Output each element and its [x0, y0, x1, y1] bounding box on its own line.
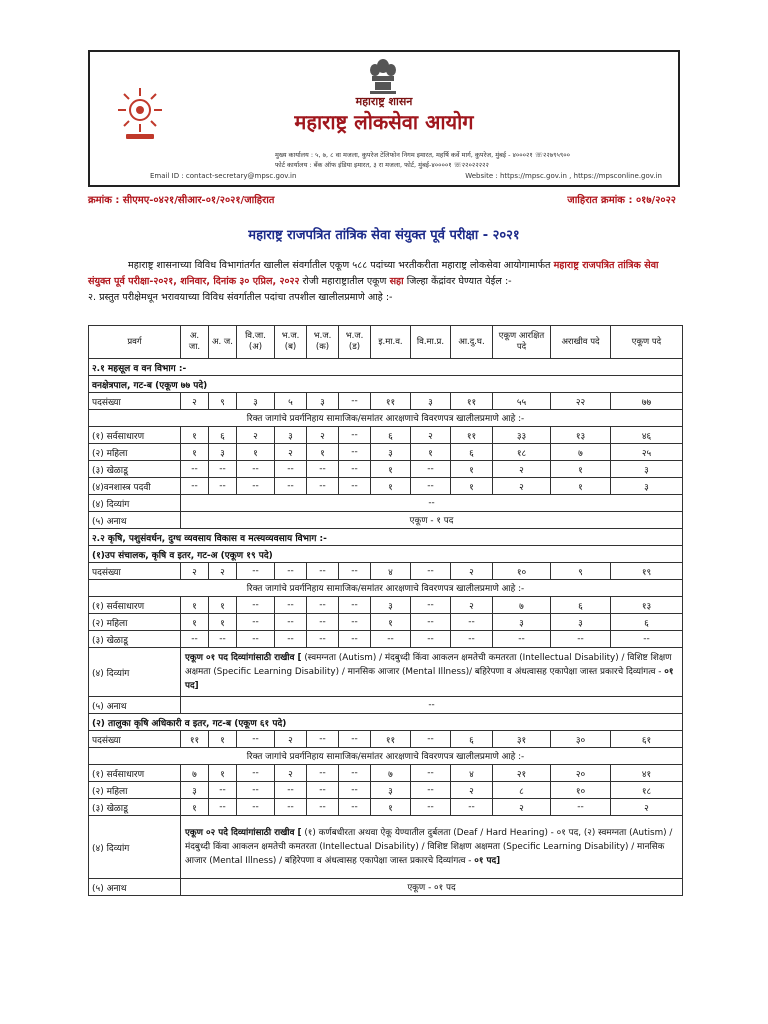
row-label: (१) सर्वसाधारण	[89, 765, 181, 782]
table-cell: २	[237, 427, 275, 444]
table-cell: --	[307, 563, 339, 580]
table-cell: ७७	[611, 393, 683, 410]
table-cell: २	[275, 765, 307, 782]
table-row	[89, 376, 683, 393]
table-cell: --	[371, 631, 411, 648]
table-cell: ३	[611, 478, 683, 495]
table-row	[89, 714, 683, 731]
table-cell: ३	[237, 393, 275, 410]
table-cell: --	[411, 614, 451, 631]
table-cell: १	[551, 478, 611, 495]
table-cell: --	[411, 563, 451, 580]
table-cell: ३	[371, 444, 411, 461]
table-cell: १८	[493, 444, 551, 461]
table-header-row	[89, 326, 683, 359]
government-name: महाराष्ट्र शासन	[355, 95, 413, 108]
table-cell: --	[237, 731, 275, 748]
table-cell: १	[181, 799, 209, 816]
table-cell: ११	[451, 427, 493, 444]
row-value: --	[181, 697, 683, 714]
table-cell: ३	[611, 461, 683, 478]
table-cell: --	[411, 731, 451, 748]
table-row	[89, 748, 683, 765]
table-cell: --	[237, 765, 275, 782]
table-row	[89, 731, 683, 748]
note-cell: रिक्त जागांचे प्रवर्गनिहाय सामाजिक/समांतर आरक्षणाचे विवरणपत्र खालीलप्रमाणे आहे :-	[89, 580, 683, 597]
row-label: (४) दिव्यांग	[89, 495, 181, 512]
table-cell: २	[451, 782, 493, 799]
table-cell: १	[551, 461, 611, 478]
advertisement-number: जाहिरात क्रमांक : ०१७/२०२२	[567, 195, 676, 206]
page-title: महाराष्ट्र राजपत्रित तांत्रिक सेवा संयुक्त पूर्व परीक्षा - २०२१	[248, 228, 520, 243]
table-cell: १	[181, 444, 209, 461]
row-label: (५) अनाथ	[89, 697, 181, 714]
table-cell: ७	[371, 765, 411, 782]
intro-paragraph	[88, 258, 680, 290]
table-cell: ५	[275, 393, 307, 410]
table-cell: ११	[451, 393, 493, 410]
table-cell: --	[451, 614, 493, 631]
table-cell: २	[611, 799, 683, 816]
section-heading: (२) तालुका कृषि अधिकारी व इतर, गट-ब (एकूण ६१ पदे)	[89, 714, 683, 731]
table-cell: --	[339, 427, 371, 444]
table-cell: १०	[493, 563, 551, 580]
table-row	[89, 648, 683, 697]
table-cell: --	[611, 631, 683, 648]
ashoka-emblem-icon	[366, 56, 400, 96]
row-value: एकूण - ०१ पद	[181, 879, 683, 896]
table-cell: १३	[611, 597, 683, 614]
divyang-count: ०१ पद]	[474, 856, 501, 866]
table-cell: ९	[209, 393, 237, 410]
table-cell: २२	[551, 393, 611, 410]
table-cell: --	[237, 461, 275, 478]
table-cell: --	[275, 631, 307, 648]
table-cell: ४१	[611, 765, 683, 782]
table-cell: --	[307, 765, 339, 782]
table-cell: --	[181, 631, 209, 648]
main-office-address: मुख्य कार्यालय : ५, ७, ८ वा मजला, कुपरेज टेलिफोन निगम इमारत, महर्षि कर्वे मार्ग, कुपरेज, मुंबई - ४०००२१ ☏२२७९५९००	[275, 151, 571, 159]
table-cell: --	[339, 614, 371, 631]
table-cell: --	[209, 799, 237, 816]
table-cell: १	[451, 478, 493, 495]
table-cell: ३	[181, 782, 209, 799]
divyang-categories: (१) कर्णबधीरता अथवा ऐकू येण्यातील दुर्बलता (Deaf / Hard Hearing) - ०१ पद, (२) स्वमग्नता (Autism) / मंदबुध्दी किंवा आकलन क्षमतेची कमतरता (Intellectual Disability) / विशिष्ट शिक्षण अक्षमता (Specific Learning Disability) / मानसिक आजार (Mental Illness) / बहिरेपणा व अंधत्वासह एकापेक्षा जास्त प्रकारचे दिव्यांगत्व -	[185, 828, 673, 866]
table-cell: --	[237, 478, 275, 495]
table-cell: --	[551, 799, 611, 816]
column-header: भ.ज. (क)	[307, 326, 339, 359]
table-cell: १	[209, 765, 237, 782]
column-header: एकूण पदे	[611, 326, 683, 359]
table-cell: २०	[551, 765, 611, 782]
intro-text-2: रोजी महाराष्ट्रातील एकूण	[302, 276, 387, 287]
column-header: आ.दु.घ.	[451, 326, 493, 359]
table-cell: २	[493, 461, 551, 478]
table-cell: --	[339, 563, 371, 580]
table-cell: --	[339, 393, 371, 410]
table-cell: --	[307, 461, 339, 478]
table-cell: ३०	[551, 731, 611, 748]
table-cell: १	[181, 597, 209, 614]
table-row	[89, 529, 683, 546]
table-cell: --	[339, 782, 371, 799]
table-cell: --	[307, 631, 339, 648]
table-cell: --	[451, 799, 493, 816]
row-label: (३) खेळाडू	[89, 461, 181, 478]
table-cell: --	[307, 782, 339, 799]
table-cell: ४६	[611, 427, 683, 444]
table-row	[89, 410, 683, 427]
row-label: (३) खेळाडू	[89, 631, 181, 648]
table-cell: ३	[371, 782, 411, 799]
table-cell: ३	[411, 393, 451, 410]
table-cell: ११	[371, 731, 411, 748]
table-cell: --	[411, 782, 451, 799]
table-cell: २	[209, 563, 237, 580]
table-cell: --	[339, 765, 371, 782]
table-cell: --	[237, 614, 275, 631]
table-cell: --	[339, 478, 371, 495]
table-cell: ६	[371, 427, 411, 444]
reference-number: क्रमांक : सीएमए-०४२१/सीआर-०१/२०२१/जाहिरात	[88, 195, 275, 206]
section-heading: वनक्षेत्रपाल, गट-ब (एकूण ७७ पदे)	[89, 376, 683, 393]
table-cell: ३३	[493, 427, 551, 444]
table-cell: २	[451, 597, 493, 614]
table-cell: १०	[551, 782, 611, 799]
table-row	[89, 631, 683, 648]
center-count: सहा	[389, 276, 404, 287]
table-cell: --	[339, 799, 371, 816]
row-label: (४) दिव्यांग	[89, 816, 181, 879]
commission-name: महाराष्ट्र लोकसेवा आयोग	[294, 110, 474, 134]
row-label: (४) दिव्यांग	[89, 648, 181, 697]
table-cell: ८	[493, 782, 551, 799]
note-cell: रिक्त जागांचे प्रवर्गनिहाय सामाजिक/समांतर आरक्षणाचे विवरणपत्र खालीलप्रमाणे आहे :-	[89, 410, 683, 427]
table-cell: --	[307, 478, 339, 495]
table-cell: १	[371, 799, 411, 816]
table-cell: --	[275, 782, 307, 799]
divyang-reservation-detail	[181, 648, 683, 697]
table-cell: --	[275, 478, 307, 495]
row-value: एकूण - १ पद	[181, 512, 683, 529]
table-cell: --	[411, 461, 451, 478]
table-cell: २	[411, 427, 451, 444]
column-header: भ.ज. (ब)	[275, 326, 307, 359]
table-cell: १	[181, 427, 209, 444]
table-cell: १८	[611, 782, 683, 799]
table-cell: २५	[611, 444, 683, 461]
table-cell: १	[209, 731, 237, 748]
table-cell: --	[237, 799, 275, 816]
row-label: (१) सर्वसाधारण	[89, 597, 181, 614]
column-header: प्रवर्ग	[89, 326, 181, 359]
table-cell: --	[209, 478, 237, 495]
table-cell: --	[237, 563, 275, 580]
table-cell: --	[411, 631, 451, 648]
divyang-reservation-detail	[181, 816, 683, 879]
table-row	[89, 782, 683, 799]
table-cell: ६	[209, 427, 237, 444]
table-cell: --	[181, 461, 209, 478]
row-label: (२) महिला	[89, 444, 181, 461]
table-cell: --	[339, 444, 371, 461]
table-cell: --	[493, 631, 551, 648]
table-row	[89, 580, 683, 597]
table-cell: --	[411, 597, 451, 614]
row-label: (५) अनाथ	[89, 512, 181, 529]
exam-name-date: महाराष्ट्र राजपत्रित तांत्रिक सेवा संयुक्त पूर्व परीक्षा-२०२१, शनिवार, दिनांक ३० एप्रिल, २०२२	[88, 260, 659, 287]
table-cell: ३१	[493, 731, 551, 748]
table-cell: १	[237, 444, 275, 461]
table-cell: २	[451, 563, 493, 580]
column-header: अराखीव पदे	[551, 326, 611, 359]
row-label: (२) महिला	[89, 614, 181, 631]
table-cell: २	[181, 563, 209, 580]
table-cell: --	[411, 765, 451, 782]
table-cell: २	[181, 393, 209, 410]
table-cell: १	[307, 444, 339, 461]
table-cell: --	[307, 614, 339, 631]
table-cell: --	[339, 731, 371, 748]
table-row	[89, 461, 683, 478]
table-cell: ७	[493, 597, 551, 614]
row-label: (५) अनाथ	[89, 879, 181, 896]
column-header: अ. जा.	[181, 326, 209, 359]
table-cell: ५५	[493, 393, 551, 410]
table-cell: २	[275, 444, 307, 461]
table-cell: --	[411, 478, 451, 495]
table-cell: --	[237, 597, 275, 614]
row-label: (३) खेळाडू	[89, 799, 181, 816]
table-cell: १३	[551, 427, 611, 444]
table-row	[89, 393, 683, 410]
table-cell: --	[209, 631, 237, 648]
letterhead	[88, 50, 680, 187]
table-cell: १	[209, 614, 237, 631]
table-cell: ७	[551, 444, 611, 461]
row-label: पदसंख्या	[89, 393, 181, 410]
table-cell: ३	[551, 614, 611, 631]
table-cell: २१	[493, 765, 551, 782]
table-cell: १	[209, 597, 237, 614]
table-cell: --	[209, 461, 237, 478]
table-cell: ६	[611, 614, 683, 631]
table-row	[89, 495, 683, 512]
divyang-categories: (स्वमग्नता (Autism) / मंदबुध्दी किंवा आकलन क्षमतेची कमतरता (Intellectual Disability) / विशिष्ट शिक्षण अक्षमता (Specific Learning Disability) / मानसिक आजार (Mental Illness)/ बहिरेपणा व अंधत्वासह एकापेक्षा जास्त प्रकारचे दिव्यांगत्व -	[185, 653, 672, 677]
table-row	[89, 444, 683, 461]
column-header: वि.जा. (अ)	[237, 326, 275, 359]
table-cell: १	[181, 614, 209, 631]
website: Website : https://mpsc.gov.in , https://mpsconline.gov.in	[465, 172, 662, 180]
table-cell: --	[307, 799, 339, 816]
table-cell: ३	[209, 444, 237, 461]
table-cell: --	[181, 478, 209, 495]
table-cell: ११	[181, 731, 209, 748]
table-row	[89, 546, 683, 563]
table-cell: --	[339, 461, 371, 478]
table-cell: --	[275, 563, 307, 580]
intro-text-3: जिल्हा केंद्रांवर घेण्यात येईल :-	[406, 276, 512, 287]
table-cell: ११	[371, 393, 411, 410]
table-cell: १	[451, 461, 493, 478]
email-id: Email ID : contact-secretary@mpsc.gov.in	[150, 172, 297, 180]
section-2-intro: २. प्रस्तुत परीक्षेमधून भरावयाच्या विविध संवर्गातील पदांचा तपशील खालीलप्रमाणे आहे :-	[88, 292, 393, 303]
table-cell: ३	[493, 614, 551, 631]
table-row	[89, 879, 683, 896]
table-cell: ४	[451, 765, 493, 782]
posts-table	[88, 325, 683, 896]
table-cell: --	[339, 631, 371, 648]
table-cell: २	[307, 427, 339, 444]
column-header: अ. ज.	[209, 326, 237, 359]
table-cell: १	[371, 478, 411, 495]
table-cell: --	[339, 597, 371, 614]
column-header: भ.ज. (ड)	[339, 326, 371, 359]
table-cell: ६	[451, 444, 493, 461]
table-row	[89, 359, 683, 376]
row-value: --	[181, 495, 683, 512]
section-heading: (१)उप संचालक, कृषि व इतर, गट-अ (एकूण १९ पदे)	[89, 546, 683, 563]
row-label: (२) महिला	[89, 782, 181, 799]
column-header: एकूण आरक्षित पदे	[493, 326, 551, 359]
table-row	[89, 697, 683, 714]
table-cell: २	[493, 478, 551, 495]
table-cell: ६	[551, 597, 611, 614]
table-row	[89, 816, 683, 879]
divyang-total: एकूण ०१ पद दिव्यांगांसाठी राखीव [	[185, 653, 302, 663]
table-cell: --	[237, 782, 275, 799]
table-cell: १	[371, 461, 411, 478]
divyang-total: एकूण ०२ पदे दिव्यांगांसाठी राखीव [	[185, 828, 302, 838]
column-header: वि.मा.प्र.	[411, 326, 451, 359]
section-heading: २.२ कृषि, पशुसंवर्धन, दुग्ध व्यवसाय विकास व मत्स्यव्यवसाय विभाग :-	[89, 529, 683, 546]
table-row	[89, 512, 683, 529]
table-cell: १	[411, 444, 451, 461]
row-label: (४)वनशास्त्र पदवी	[89, 478, 181, 495]
note-cell: रिक्त जागांचे प्रवर्गनिहाय सामाजिक/समांतर आरक्षणाचे विवरणपत्र खालीलप्रमाणे आहे :-	[89, 748, 683, 765]
table-cell: --	[307, 597, 339, 614]
table-cell: ७	[181, 765, 209, 782]
table-row	[89, 614, 683, 631]
table-cell: --	[411, 799, 451, 816]
table-cell: --	[275, 799, 307, 816]
table-cell: ६	[451, 731, 493, 748]
table-cell: --	[307, 731, 339, 748]
table-cell: ६१	[611, 731, 683, 748]
table-cell: ३	[371, 597, 411, 614]
table-row	[89, 427, 683, 444]
table-cell: --	[237, 631, 275, 648]
row-label: (१) सर्वसाधारण	[89, 427, 181, 444]
section-heading: २.१ महसूल व वन विभाग :-	[89, 359, 683, 376]
table-row	[89, 799, 683, 816]
table-cell: --	[275, 614, 307, 631]
column-header: इ.मा.व.	[371, 326, 411, 359]
table-cell: १	[371, 614, 411, 631]
table-cell: --	[275, 461, 307, 478]
divyang-count: ०१ पद]	[185, 667, 674, 691]
row-label: पदसंख्या	[89, 563, 181, 580]
table-cell: ९	[551, 563, 611, 580]
table-cell: --	[209, 782, 237, 799]
table-cell: १९	[611, 563, 683, 580]
table-row	[89, 597, 683, 614]
intro-text: महाराष्ट्र शासनाच्या विविध विभागांतर्गत खालील संवर्गातील एकूण ५८८ पदांच्या भरतीकरीता महाराष्ट्र लोकसेवा आयोगामार्फत	[128, 260, 551, 271]
table-cell: २	[493, 799, 551, 816]
table-cell: --	[275, 597, 307, 614]
table-cell: --	[551, 631, 611, 648]
table-row	[89, 765, 683, 782]
table-cell: ३	[307, 393, 339, 410]
table-row	[89, 563, 683, 580]
table-cell: ३	[275, 427, 307, 444]
table-cell: --	[451, 631, 493, 648]
row-label: पदसंख्या	[89, 731, 181, 748]
fort-office-address: फोर्ट कार्यालय : बँक ऑफ इंडिया इमारत, ३ रा मजला, फोर्ट, मुंबई-४००००१ ☏२२०२२२२२	[275, 161, 489, 169]
table-row	[89, 478, 683, 495]
table-cell: २	[275, 731, 307, 748]
table-cell: ४	[371, 563, 411, 580]
